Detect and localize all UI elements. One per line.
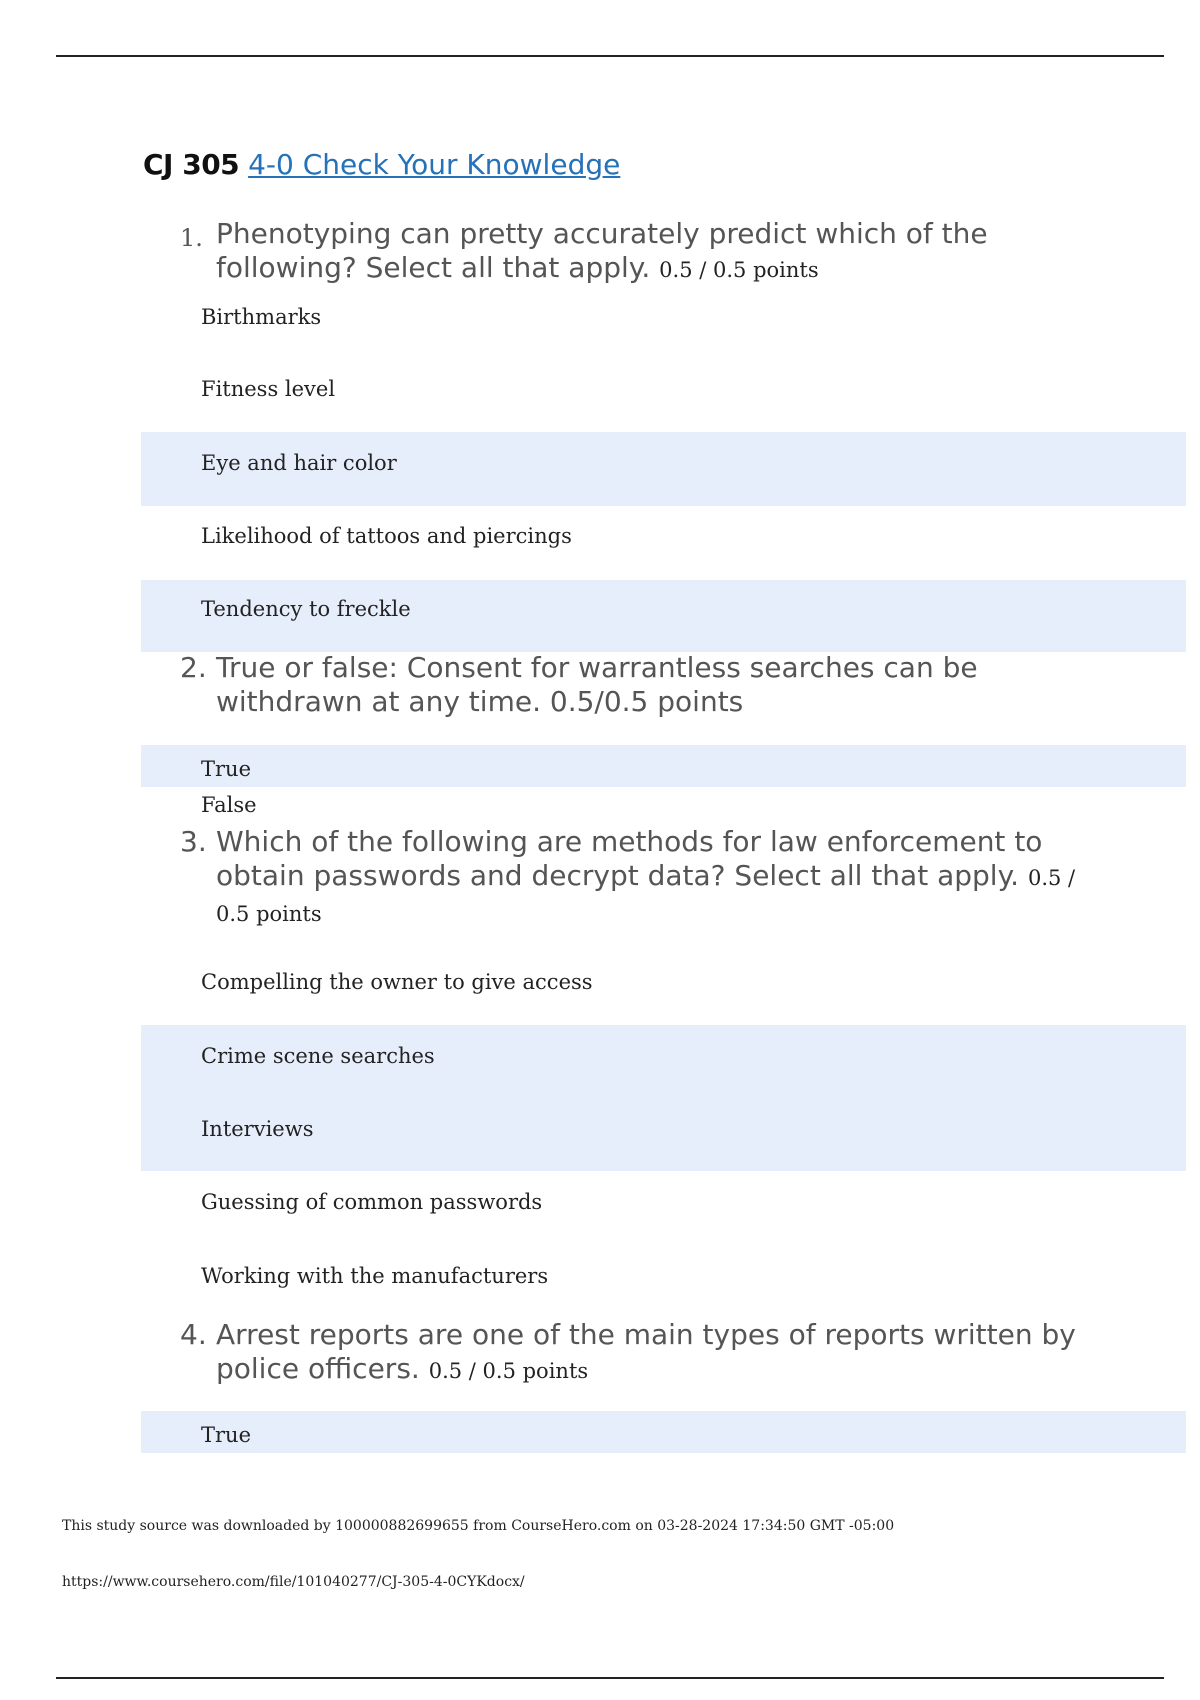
answer-option[interactable]: Birthmarks <box>201 305 322 329</box>
question-text: Phenotyping can pretty accurately predict which of the following? Select all that apply. <box>216 217 988 284</box>
source-url[interactable]: https://www.coursehero.com/file/101040277/CJ-305-4-0CYKdocx/ <box>62 1574 525 1590</box>
top-rule <box>56 55 1164 57</box>
question-points: 0.5 / 0.5 points <box>428 1359 589 1383</box>
answer-option[interactable]: False <box>201 793 257 817</box>
question-text: Arrest reports are one of the main types of reports written by police officers. <box>216 1318 1076 1385</box>
answer-option[interactable]: Eye and hair color <box>201 451 397 475</box>
question-3 <box>180 825 1080 931</box>
question-2 <box>180 651 1080 719</box>
answer-option[interactable]: Likelihood of tattoos and piercings <box>201 524 572 548</box>
answer-option[interactable]: Fitness level <box>201 377 336 401</box>
selected-answer-highlight <box>141 1411 1186 1453</box>
question-number: 1. <box>180 224 203 252</box>
answer-option[interactable]: Crime scene searches <box>201 1044 435 1068</box>
question-text: Which of the following are methods for law enforcement to obtain passwords and decrypt data? Select all that apply. <box>216 825 1043 892</box>
bottom-rule <box>56 1677 1164 1679</box>
question-number: 3. <box>180 825 207 858</box>
question-1 <box>180 217 1080 287</box>
course-code: CJ 305 <box>143 148 240 181</box>
question-points: 0.5 / 0.5 points <box>659 258 819 282</box>
answer-option[interactable]: Guessing of common passwords <box>201 1190 543 1214</box>
question-number: 4. <box>180 1318 207 1351</box>
question-4 <box>180 1318 1080 1388</box>
answer-option[interactable]: Interviews <box>201 1117 314 1141</box>
question-number: 2. <box>180 651 207 684</box>
answer-option[interactable]: Tendency to freckle <box>201 597 411 621</box>
answer-option[interactable]: True <box>201 757 251 781</box>
question-text: True or false: Consent for warrantless searches can be withdrawn at any time. <box>216 651 978 718</box>
assignment-link[interactable]: 4-0 Check Your Knowledge <box>248 148 621 181</box>
answer-option[interactable]: Working with the manufacturers <box>201 1264 549 1288</box>
answer-option[interactable]: Compelling the owner to give access <box>201 970 593 994</box>
answer-option[interactable]: True <box>201 1423 251 1447</box>
question-points: 0.5/0.5 points <box>549 685 744 718</box>
download-notice: This study source was downloaded by 100000882699655 from CourseHero.com on 03-28-2024 17:34:50 GMT -05:00 <box>62 1518 895 1534</box>
selected-answer-highlight <box>141 745 1186 787</box>
page-title <box>143 148 620 181</box>
question-points: 0.5 / 0.5 points <box>216 866 1076 926</box>
